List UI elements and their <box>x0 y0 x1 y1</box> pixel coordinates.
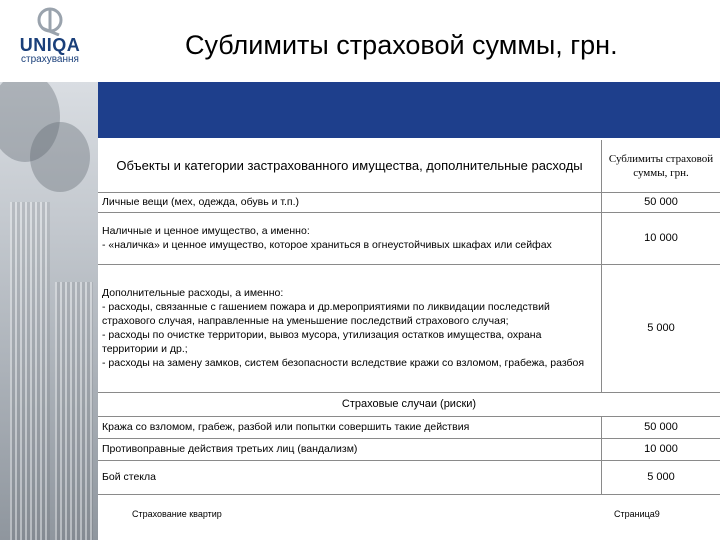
row-label-line: - расходы на замену замков, систем безопасности вследствие кражи со взломом, грабежа, разбоя <box>102 357 585 369</box>
risk-label: Кража со взломом, грабеж, разбой или попытки совершить такие действия <box>98 416 602 438</box>
risk-value: 5 000 <box>602 460 720 494</box>
row-label <box>98 212 602 264</box>
row-label <box>98 264 602 392</box>
page-number: Страница9 <box>614 509 660 519</box>
logo-subtitle: страхування <box>21 54 79 65</box>
logo-emblem-icon <box>32 6 68 36</box>
row-label-line: Наличные и ценное имущество, а именно: <box>102 225 310 237</box>
table-row <box>98 212 720 264</box>
page-title: Сублимиты страховой суммы, грн. <box>185 30 618 60</box>
table-row <box>98 438 720 460</box>
row-label: Личные вещи (мех, одежда, обувь и т.п.) <box>98 192 602 212</box>
header-band <box>98 82 720 138</box>
row-label-line: Дополнительные расходы, а именно: <box>102 287 284 299</box>
row-label-line: - «наличка» и ценное имущество, которое храниться в огнеустойчивых шкафах или сейфах <box>102 239 552 251</box>
table-row <box>98 264 720 392</box>
header-objects: Объекты и категории застрахованного имущества, дополнительные расходы <box>98 140 602 192</box>
risk-value: 10 000 <box>602 438 720 460</box>
header-sublimits: Сублимиты страховой суммы, грн. <box>602 140 720 192</box>
table-row <box>98 460 720 494</box>
section-row <box>98 392 720 416</box>
table-row <box>98 416 720 438</box>
row-value: 5 000 <box>602 264 720 392</box>
uniqa-logo <box>10 6 90 78</box>
background-photo <box>0 82 98 540</box>
risk-value: 50 000 <box>602 416 720 438</box>
row-value: 10 000 <box>602 212 720 264</box>
row-value: 50 000 <box>602 192 720 212</box>
section-title: Страховые случаи (риски) <box>98 392 720 416</box>
risk-label: Бой стекла <box>98 460 602 494</box>
table-header-row <box>98 140 720 192</box>
sublimits-table <box>98 140 720 495</box>
risk-label: Противоправные действия третьих лиц (вандализм) <box>98 438 602 460</box>
logo-brand: UNIQA <box>19 35 81 55</box>
table-row <box>98 192 720 212</box>
row-label-line: - расходы, связанные с гашением пожара и др.мероприятиями по ликвидации последствий страхового случая, направленные на уменьшение последствий страхового случая; <box>102 301 550 327</box>
footer-left: Страхование квартир <box>132 509 222 519</box>
row-label-line: - расходы по очистке территории, вывоз мусора, утилизация остатков имущества, охрана территории и др.; <box>102 329 542 355</box>
